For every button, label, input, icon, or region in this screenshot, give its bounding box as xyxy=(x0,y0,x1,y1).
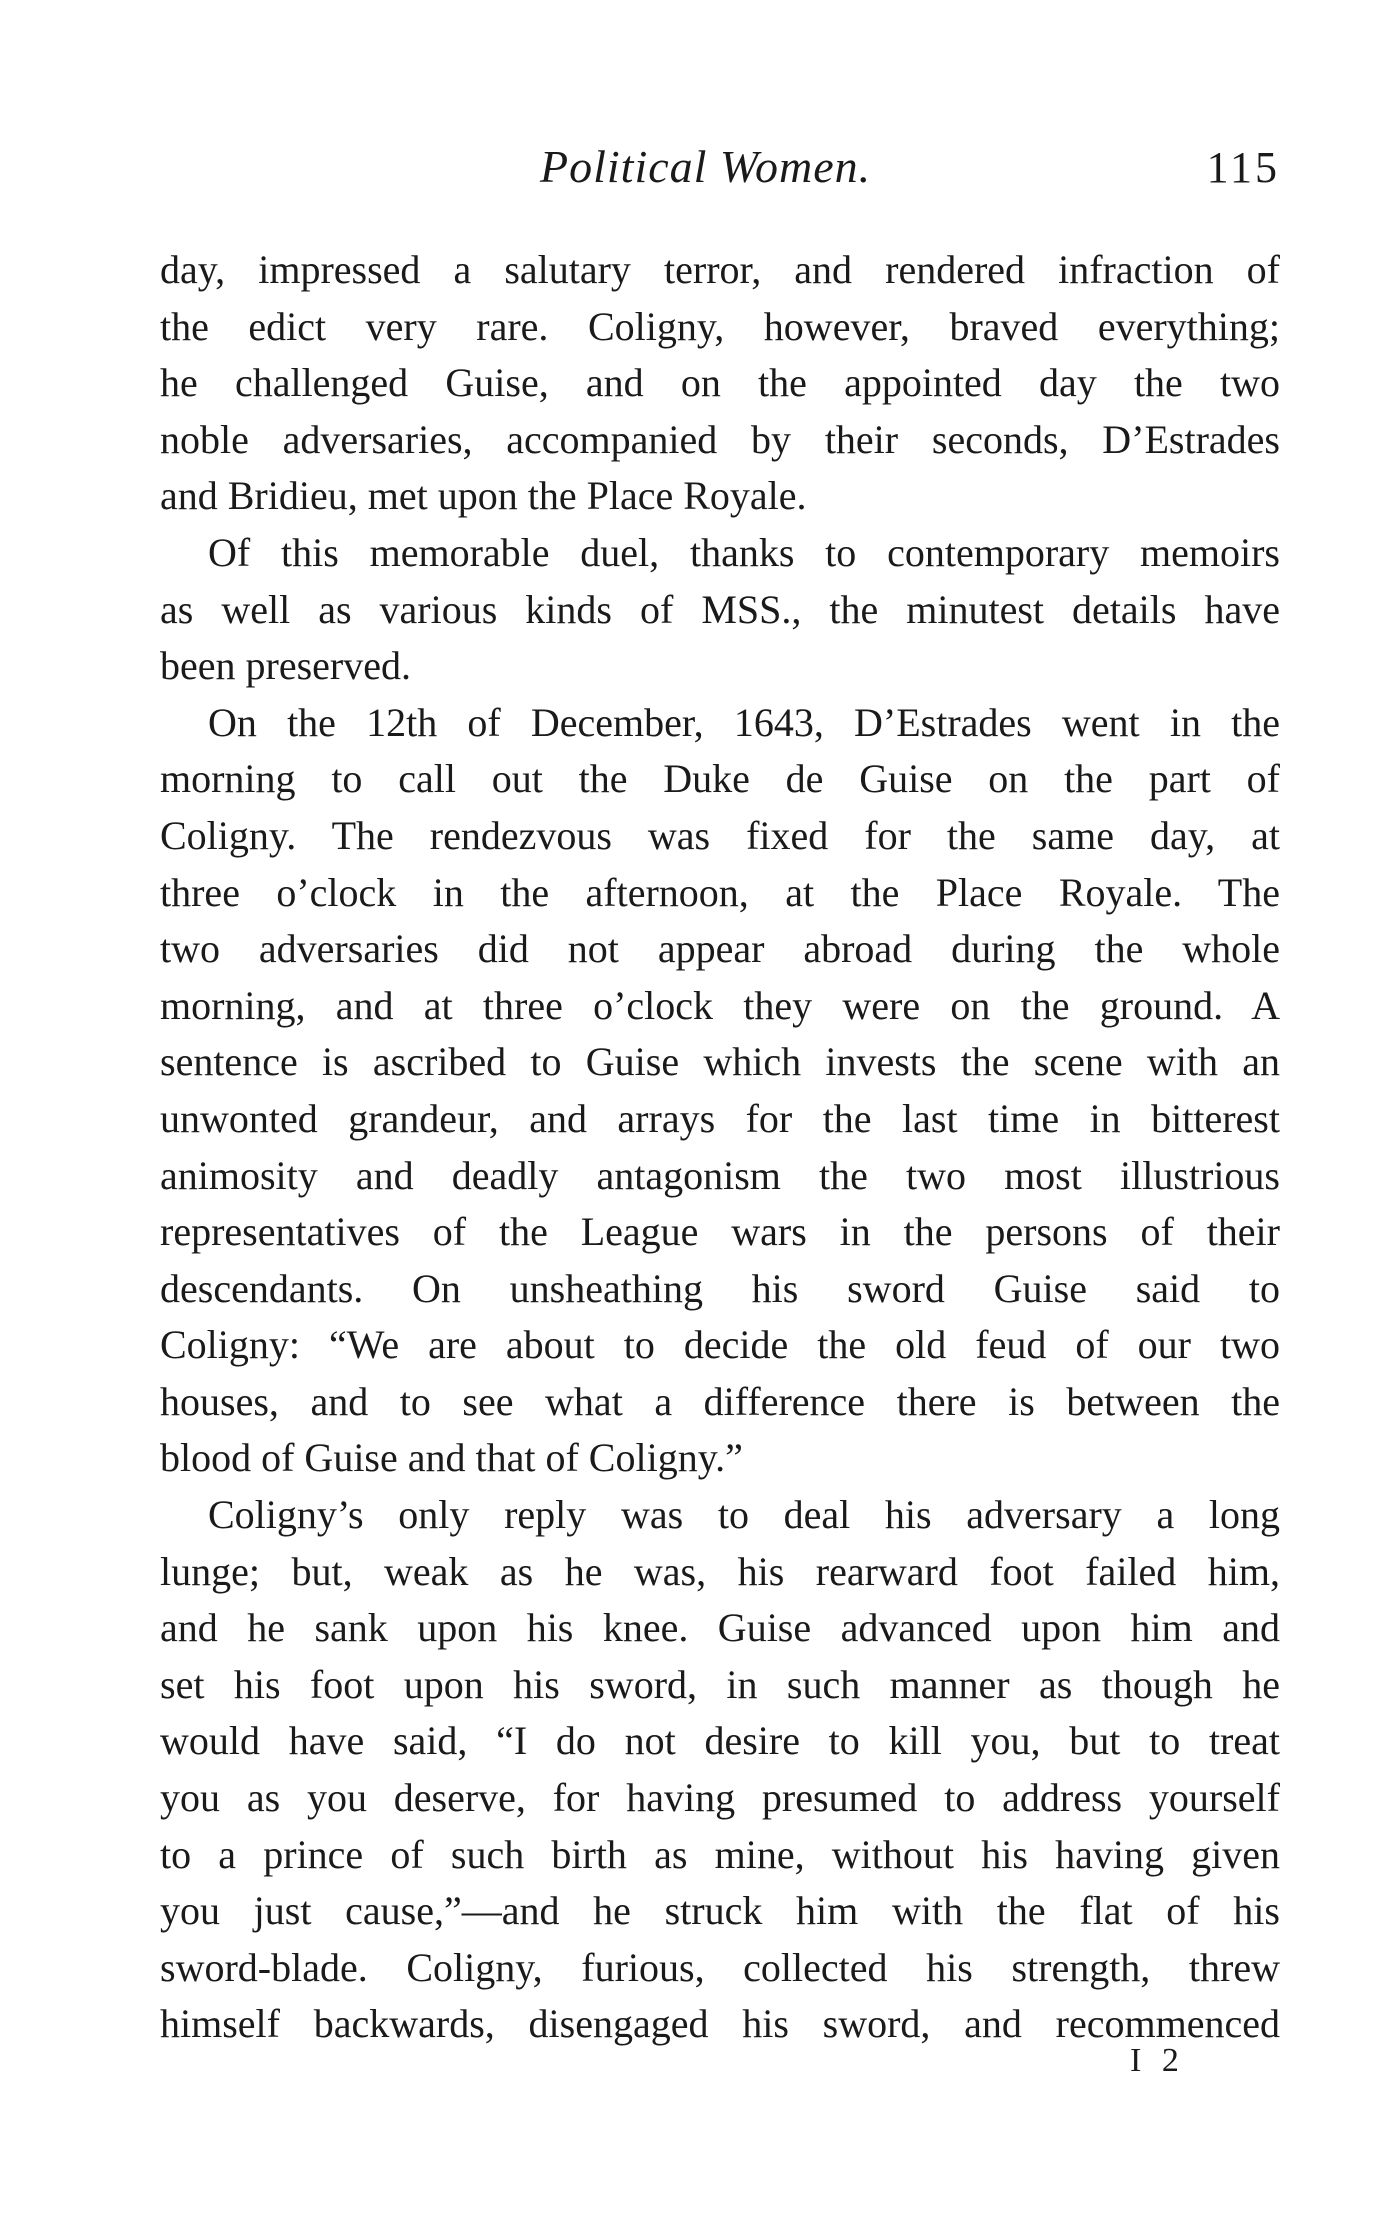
text-line: you as you deserve, for having presumed to address yourself xyxy=(160,1775,1280,1821)
text-line: and he sank upon his knee. Guise advanced upon him and xyxy=(160,1605,1280,1651)
text-line: noble adversaries, accompanied by their seconds, D’Estrades xyxy=(160,416,1280,462)
running-head xyxy=(160,140,1280,200)
text-line: lunge; but, weak as he was, his rearward foot failed him, xyxy=(160,1548,1280,1594)
text-line: and Bridieu, met upon the Place Royale. xyxy=(160,473,807,519)
text-line: blood of Guise and that of Coligny.” xyxy=(160,1435,743,1481)
text-line: to a prince of such birth as mine, without his having given xyxy=(160,1831,1280,1877)
text-line: set his foot upon his sword, in such manner as though he xyxy=(160,1661,1280,1707)
text-line: Coligny’s only reply was to deal his adversary a long xyxy=(208,1492,1280,1538)
text-line: Coligny: “We are about to decide the old feud of our two xyxy=(160,1322,1280,1368)
text-line: been preserved. xyxy=(160,643,411,689)
text-line: two adversaries did not appear abroad during the whole xyxy=(160,926,1280,972)
text-line: morning to call out the Duke de Guise on the part of xyxy=(160,756,1280,802)
text-line: Coligny. The rendezvous was fixed for the same day, at xyxy=(160,812,1280,858)
body-text xyxy=(160,242,1280,2053)
text-line: animosity and deadly antagonism the two most illustrious xyxy=(160,1152,1280,1198)
running-title: Political Women. xyxy=(540,141,872,192)
text-line: the edict very rare. Coligny, however, braved everything; xyxy=(160,303,1280,349)
text-line: morning, and at three o’clock they were on the ground. A xyxy=(160,982,1280,1028)
text-line: sentence is ascribed to Guise which invests the scene with an xyxy=(160,1039,1280,1085)
text-line: descendants. On unsheathing his sword Guise said to xyxy=(160,1265,1280,1311)
text-line: representatives of the League wars in the persons of their xyxy=(160,1209,1280,1255)
text-line: as well as various kinds of MSS., the minutest details have xyxy=(160,586,1280,632)
text-line: unwonted grandeur, and arrays for the last time in bitterest xyxy=(160,1095,1280,1141)
signature-mark: I 2 xyxy=(1130,2042,1185,2079)
text-line: he challenged Guise, and on the appointed day the two xyxy=(160,360,1280,406)
text-line: you just cause,”—and he struck him with the flat of his xyxy=(160,1888,1280,1934)
text-line: On the 12th of December, 1643, D’Estrades went in the xyxy=(208,699,1280,745)
text-line: sword-blade. Coligny, furious, collected his strength, threw xyxy=(160,1944,1280,1990)
text-line: himself backwards, disengaged his sword, and recommenced xyxy=(160,2001,1280,2047)
text-line: would have said, “I do not desire to kill you, but to treat xyxy=(160,1718,1280,1764)
text-line: Of this memorable duel, thanks to contemporary memoirs xyxy=(208,529,1280,575)
text-line: day, impressed a salutary terror, and rendered infraction of xyxy=(160,247,1280,292)
text-line: houses, and to see what a difference there is between the xyxy=(160,1378,1280,1424)
text-line: three o’clock in the afternoon, at the Place Royale. The xyxy=(160,869,1280,915)
page-number: 115 xyxy=(1206,143,1280,192)
